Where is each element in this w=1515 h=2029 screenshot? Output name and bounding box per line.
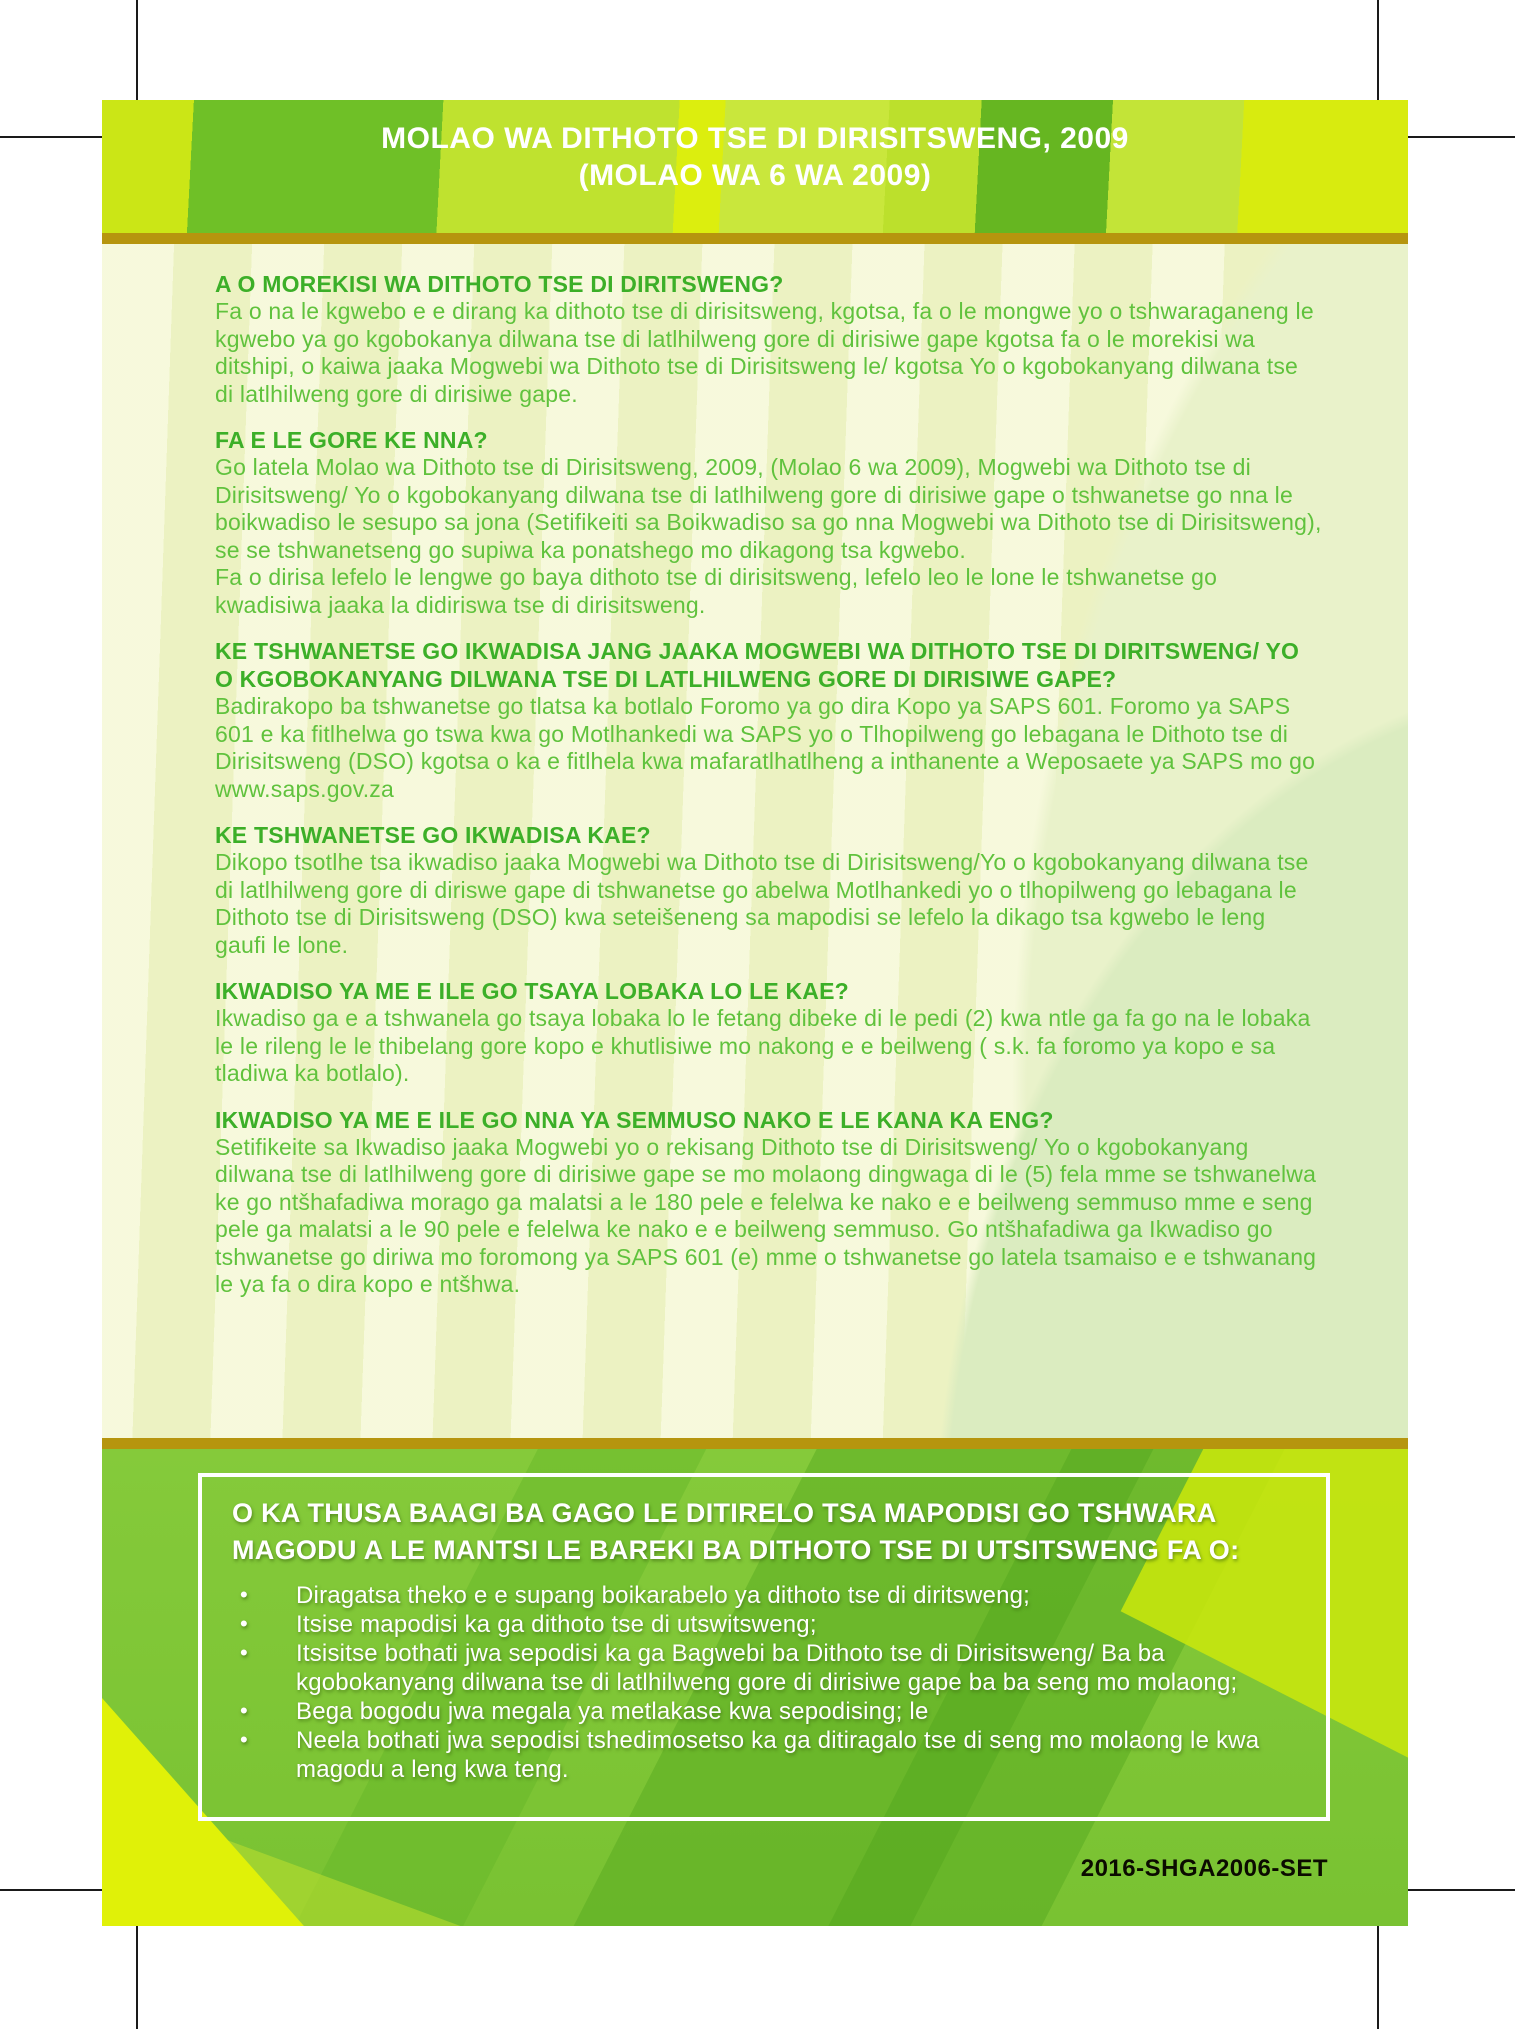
section-how-to-register	[215, 637, 1322, 803]
highlight-bullet-list	[232, 1581, 1296, 1784]
section-paragraph: Fa o na le kgwebo e e dirang ka dithoto tse di dirisitsweng, kgotsa, fa o le mongwe yo o tshwaraganeng le kgwebo ya go kgobokanya dilwana tse di latlhilweng gore di dirisiwe gape kgotsa fa o le morekisi wa ditshipi, o kaiwa jaaka Mogwebi wa Dithoto tse di Dirisitsweng le/ kgotsa Yo o kgobokanyang dilwana tse di latlhilweng gore di dirisiwe gape.	[215, 298, 1314, 407]
divider-bar-top	[102, 233, 1408, 244]
section-paragraph: Dikopo tsotlhe tsa ikwadiso jaaka Mogwebi wa Dithoto tse di Dirisitsweng/Yo o kgobokanyang dilwana tse di latlhilweng gore di diriswe gape di tshwanetse go abelwa Motlhankedi yo o tlhopilweng go lebagana le Dithoto tse di Dirisitsweng (DSO) kwa seteišeneng sa mapodisi se lefelo la dikago tsa kgwebo le leng gaufi le lone.	[215, 849, 1309, 958]
poster-title-line2: (MOLAO WA 6 WA 2009)	[578, 159, 932, 192]
poster	[102, 100, 1408, 1926]
crop-mark-bottom-left-v	[136, 1923, 138, 2029]
content-area	[102, 244, 1408, 1438]
crop-mark-top-left-v	[136, 0, 138, 110]
list-item: • Diragatsa theko e e supang boikarabelo ya dithoto tse di diritsweng;	[232, 1581, 1296, 1610]
crop-mark-top-left-h	[0, 136, 112, 138]
highlight-box-heading: O KA THUSA BAAGI BA GAGO LE DITIRELO TSA MAPODISI GO TSHWARA MAGODU A LE MANTSI LE BAREKI BA DITHOTO TSE DI UTSITSWENG FA O:	[232, 1498, 1240, 1565]
highlight-box	[198, 1473, 1330, 1821]
crop-mark-bottom-right-v	[1377, 1913, 1379, 2029]
section-heading: A O MOREKISI WA DITHOTO TSE DI DIRITSWENG?	[215, 271, 784, 297]
poster-title-line1: MOLAO WA DITHOTO TSE DI DIRISITSWENG, 2009	[381, 122, 1129, 155]
section-paragraph: Setifikeite sa Ikwadiso jaaka Mogwebi yo o rekisang Dithoto tse di Dirisitsweng/ Yo o kgobokanyang dilwana tse di latlhilweng gore di dirisiwe gape se mo molaong dingwaga di le (5) fela mme se tshwanelwa ke go ntšhafadiwa morago ga malatsi a le 180 pele e felelwa ke nako e e beilweng semmuso mme e seng pele ga malatsi a le 90 pele e felelwa ke nako e e beilweng semmuso. Go ntšhafadiwa ga Ikwadiso go tshwanetse go diriwa mo foromong ya SAPS 601 (e) mme o tshwanetse go latela tsamaiso e e tshwanang le ya fa o dira kopo e ntšhwa.	[215, 1133, 1317, 1297]
crop-mark-top-right-v	[1377, 0, 1379, 110]
title-band	[102, 100, 1408, 233]
section-heading: KE TSHWANETSE GO IKWADISA KAE?	[215, 822, 651, 848]
crop-mark-bottom-left-h	[0, 1889, 112, 1891]
section-validity	[215, 1106, 1322, 1299]
section-how-long	[215, 977, 1322, 1088]
poster-title	[102, 120, 1408, 194]
list-item: • Itsise mapodisi ka ga dithoto tse di utswitsweng;	[232, 1610, 1296, 1639]
section-where-to-register	[215, 821, 1322, 959]
section-paragraph: Fa o dirisa lefelo le lengwe go baya dithoto tse di dirisitsweng, lefelo leo le lone le tshwanetse go kwadisiwa jaaka la didiriswa tse di dirisitsweng.	[215, 564, 1218, 618]
section-seller-question	[215, 270, 1322, 408]
crop-mark-bottom-right-h	[1403, 1889, 1515, 1891]
section-heading: FA E LE GORE KE NNA?	[215, 427, 488, 453]
crop-mark-top-right-h	[1403, 136, 1515, 138]
list-item: • Neela bothati jwa sepodisi tshedimosetso ka ga ditiragalo tse di seng mo molaong le kwa magodu a leng kwa teng.	[232, 1726, 1296, 1784]
section-paragraph: Badirakopo ba tshwanetse go tlatsa ka botlalo Foromo ya go dira Kopo ya SAPS 601. Foromo ya SAPS 601 e ka fitlhelwa go tswa kwa go Motlhankedi wa SAPS yo o Tlhopilweng go lebagana le Dithoto tse di Dirisitsweng (DSO) kgotsa o ka e fitlhela kwa mafaratlhatlheng a inthanente a Weposaete ya SAPS mo go www.saps.gov.za	[215, 693, 1316, 802]
section-paragraph: Ikwadiso ga e a tshwanela go tsaya lobaka lo le fetang dibeke di le pedi (2) kwa ntle ga fa go na le lobaka le le rileng le le thibelang gore kopo e khutlisiwe mo nakong e e beilweng ( s.k. fa foromo ya kopo e sa tladiwa ka botlalo).	[215, 1005, 1311, 1086]
list-item: • Itsisitse bothati jwa sepodisi ka ga Bagwebi ba Dithoto tse di Dirisitsweng/ Ba ba kgobokanyang dilwana tse di latlhilweng gore di dirisiwe gape ba ba seng mo molaong;	[232, 1639, 1296, 1697]
divider-bar-bottom	[102, 1438, 1408, 1449]
section-heading: KE TSHWANETSE GO IKWADISA JANG JAAKA MOGWEBI WA DITHOTO TSE DI DIRITSWENG/ YO O KGOBOKANYANG DILWANA TSE DI LATLHILWENG GORE DI DIRISIWE GAPE?	[215, 638, 1300, 692]
footer-band	[102, 1449, 1408, 1926]
section-heading: IKWADISO YA ME E ILE GO TSAYA LOBAKA LO LE KAE?	[215, 978, 849, 1004]
section-paragraph: Go latela Molao wa Dithoto tse di Dirisitsweng, 2009, (Molao 6 wa 2009), Mogwebi wa Dithoto tse di Dirisitsweng/ Yo o kgobokanyang dilwana tse di latlhilweng gore di dirisiwe gape o tshwanetse go nna le boikwadiso le sesupo sa jona (Setifikeiti sa Boikwadiso sa go nna Mogwebi wa Dithoto tse di Dirisitsweng), se se tshwanetseng go supiwa ka ponatshego mo dikagong tsa kgwebo.	[215, 454, 1322, 563]
section-heading: IKWADISO YA ME E ILE GO NNA YA SEMMUSO NAKO E LE KANA KA ENG?	[215, 1106, 1054, 1133]
section-what-if-me	[215, 426, 1322, 619]
list-item: • Bega bogodu jwa megala ya metlakase kwa sepodising; le	[232, 1697, 1296, 1726]
document-code: 2016-SHGA2006-SET	[1080, 1855, 1328, 1882]
